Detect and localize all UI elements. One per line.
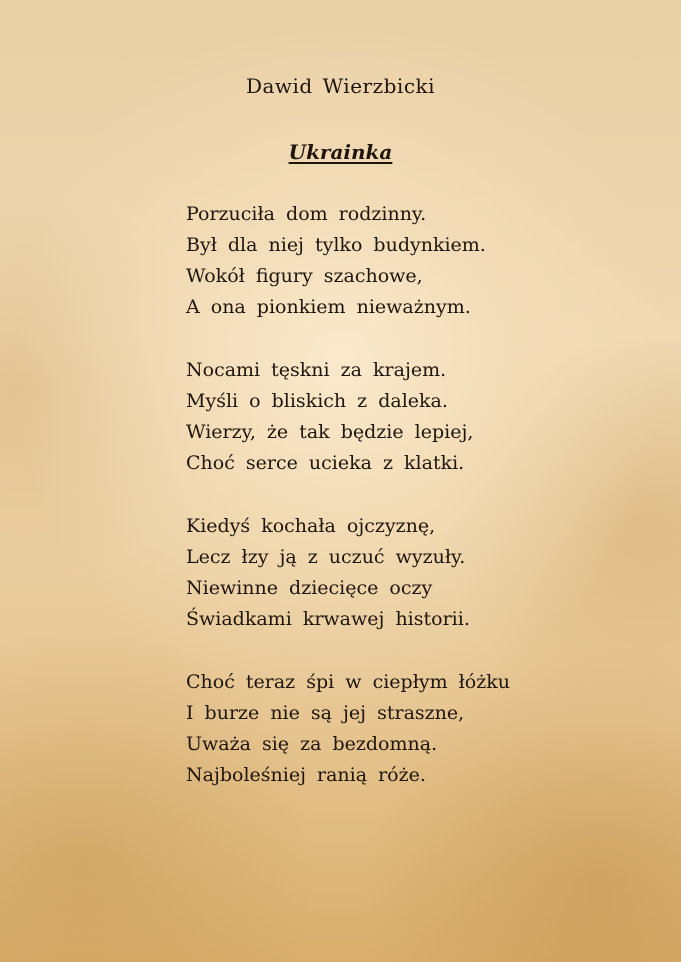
stanza-1 — [186, 199, 656, 323]
verse-line: Wierzy, że tak będzie lepiej, — [186, 421, 474, 443]
author-name: Dawid Wierzbicki — [245, 74, 436, 98]
verse-line: I burze nie są jej straszne, — [186, 702, 465, 724]
verse-line: Lecz łzy ją z uczuć wyzuły. — [186, 546, 466, 568]
stanza-3 — [186, 511, 656, 635]
poem-title: Ukrainka — [288, 140, 393, 164]
verse-line: Najboleśniej ranią róże. — [186, 764, 426, 786]
verse-line: Wokół figury szachowe, — [186, 265, 423, 287]
verse-line: A ona pionkiem nieważnym. — [186, 296, 471, 318]
stanza-2 — [186, 355, 656, 479]
verse-line: Niewinne dziecięce oczy — [186, 577, 433, 599]
verse-line: Uważa się za bezdomną. — [186, 733, 438, 755]
verse-line: Był dla niej tylko budynkiem. — [186, 234, 486, 256]
verse-line: Świadkami krwawej historii. — [186, 608, 470, 630]
verse-line: Kiedyś kochała ojczyznę, — [186, 515, 436, 537]
verse-line: Porzuciła dom rodzinny. — [186, 203, 427, 225]
verse-line: Choć teraz śpi w ciepłym łóżku — [186, 671, 510, 693]
stanza-4 — [186, 667, 656, 791]
verse-line: Myśli o bliskich z daleka. — [186, 390, 448, 412]
verse-line: Nocami tęskni za krajem. — [186, 359, 447, 381]
verse-line: Choć serce ucieka z klatki. — [186, 452, 465, 474]
